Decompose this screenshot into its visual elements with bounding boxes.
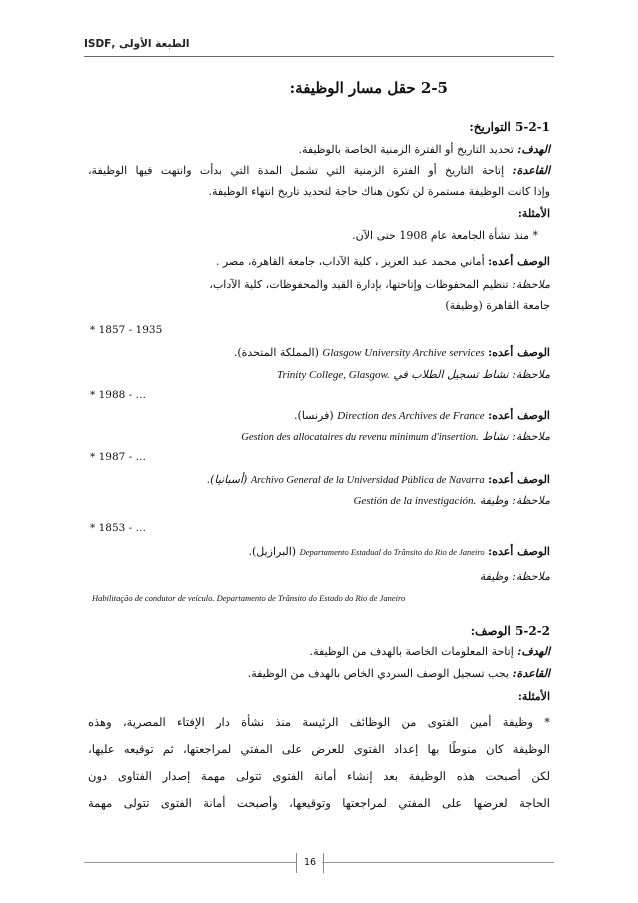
header-divider [84, 56, 554, 57]
author-label: الوصف أعده: [488, 255, 550, 268]
goal-line-2 [310, 645, 550, 659]
rule-label: القاعدة: [512, 164, 551, 177]
note-text: تنظيم المحفوظات وإتاحتها، بإدارة القيد والمحفوظات، كلية الآداب، [209, 278, 509, 291]
rule-line-2: وإذا كانت الوظيفة مستمرة لن تكون هناك حاجة لتحديد تاريخ انتهاء الوظيفة. [208, 185, 550, 198]
note-label: ملاحظة: [512, 570, 550, 583]
examples-label: الأمثلة: [517, 207, 550, 220]
example-5-caption: Habilitação de condutor de veículo. Departamento de Trânsito do Estado do Rio de Janeiro [92, 593, 406, 603]
note-text: نشاط [482, 430, 509, 443]
rule-label: القاعدة: [512, 667, 550, 680]
note-lat: Gestión de la investigación. [353, 495, 477, 507]
note-label: ملاحظة: [512, 278, 550, 291]
author-label: الوصف أعده: [488, 545, 550, 558]
note-label: ملاحظة: [512, 494, 550, 507]
note-lat: Gestion des allocataires du revenu minimum d'insertion. [241, 432, 479, 443]
example-5-date: * 1853 - … [90, 522, 147, 534]
paragraph-line-3: لكن أصبحت هذه الوظيفة بعد إنشاء أمانة الفتوى تتولى مهمة إصدار الفتاوى دون [88, 769, 550, 783]
note-text: وظيفة [479, 494, 509, 507]
example-3-date: * 1988 - … [90, 389, 147, 401]
example-2-author [234, 346, 550, 360]
page-number: 16 [296, 853, 324, 873]
example-4-note [353, 494, 550, 508]
rule-line-3 [248, 667, 550, 681]
rule-text: يجب تسجيل الوصف السردي الخاص بالهدف من الوظيفة. [247, 667, 509, 680]
goal-label: الهدف: [517, 143, 550, 156]
example-3-author [294, 409, 550, 423]
author-country: (البرازيل). [248, 545, 297, 558]
author-lat: Glasgow University Archive services [322, 347, 485, 359]
example-1-note [209, 278, 550, 292]
example-2-date: * 1857 - 1935 [90, 324, 163, 336]
footer-rule-right [322, 862, 554, 863]
goal-label: الهدف: [517, 645, 550, 658]
running-header: الطبعة الأولى ,ISDF [84, 38, 190, 50]
author-country: (فرنسا). [294, 409, 334, 422]
example-2-note [277, 368, 550, 382]
author-country: (المملكة المتحدة). [233, 346, 319, 359]
rule-line-1 [88, 164, 550, 178]
example-3-note [241, 430, 550, 445]
note-lat: Trinity College, Glasgow. [276, 369, 390, 381]
example-4-author [207, 473, 550, 488]
author-label: الوصف أعده: [488, 409, 550, 422]
note-label: ملاحظة: [512, 368, 550, 381]
example-5-note [480, 570, 550, 584]
goal-text: إتاحة المعلومات الخاصة بالهدف من الوظيفة. [309, 645, 514, 658]
author-lat: Departamento Estadual do Trânsito do Rio de Janeiro [299, 547, 485, 557]
note-text: وظيفة [479, 570, 509, 583]
subsection-title-description: 5-2-2 الوصف: [470, 624, 550, 638]
author-label: الوصف أعده: [488, 473, 550, 486]
footer-rule-left [84, 862, 296, 863]
section-title: 2-5 حقل مسار الوظيفة: [289, 79, 448, 97]
examples-label-2: الأمثلة: [517, 690, 550, 703]
author-text: أماني محمد عبد العزيز ، كلية الآداب، جامعة القاهرة، مصر . [215, 255, 485, 268]
author-lat: Direction des Archives de France [337, 410, 485, 422]
paragraph-line-1: * وظيفة أمين الفتوى من الوظائف الرئيسة منذ نشأة دار الإفتاء المصرية، وهذه [88, 715, 550, 729]
author-lat: Archivo General de la Universidad Pública de Navarra [250, 475, 485, 486]
example-4-date: * 1987 - … [90, 451, 147, 463]
goal-line [299, 143, 551, 157]
author-label: الوصف أعده: [488, 346, 550, 359]
note-label: ملاحظة: [512, 430, 550, 443]
subsection-title-dates: 5-2-1 التواريخ: [469, 120, 550, 134]
author-country: (أسبانيا). [206, 473, 248, 486]
rule-text-1: إتاحة التاريخ أو الفترة الزمنية التي تشمل المدة التي بدأت وانتهت فيها الوظيفة، [88, 164, 505, 177]
example-1-line: * منذ نشأة الجامعة عام 1908 حتى الآن. [352, 229, 538, 242]
note-text: نشاط تسجيل الطلاب في [393, 368, 509, 381]
paragraph-line-4: الحاجة لعرضها على المفتي لمراجعتها وتوقيعها، وأصبحت أمانة الفتوى تتولى مهمة [88, 796, 550, 810]
example-1-author [216, 255, 550, 269]
example-1-note-2: جامعة القاهرة (وظيفة) [445, 299, 550, 312]
example-5-author [248, 545, 550, 559]
paragraph-line-2: الوظيفة كان منوطًا بها إعداد الفتوى للعرض على المفتي لمراجعتها، ثم توقيعه عليها، [88, 742, 550, 756]
goal-text: تحديد التاريخ أو الفترة الزمنية الخاصة بالوظيفة. [298, 143, 514, 156]
